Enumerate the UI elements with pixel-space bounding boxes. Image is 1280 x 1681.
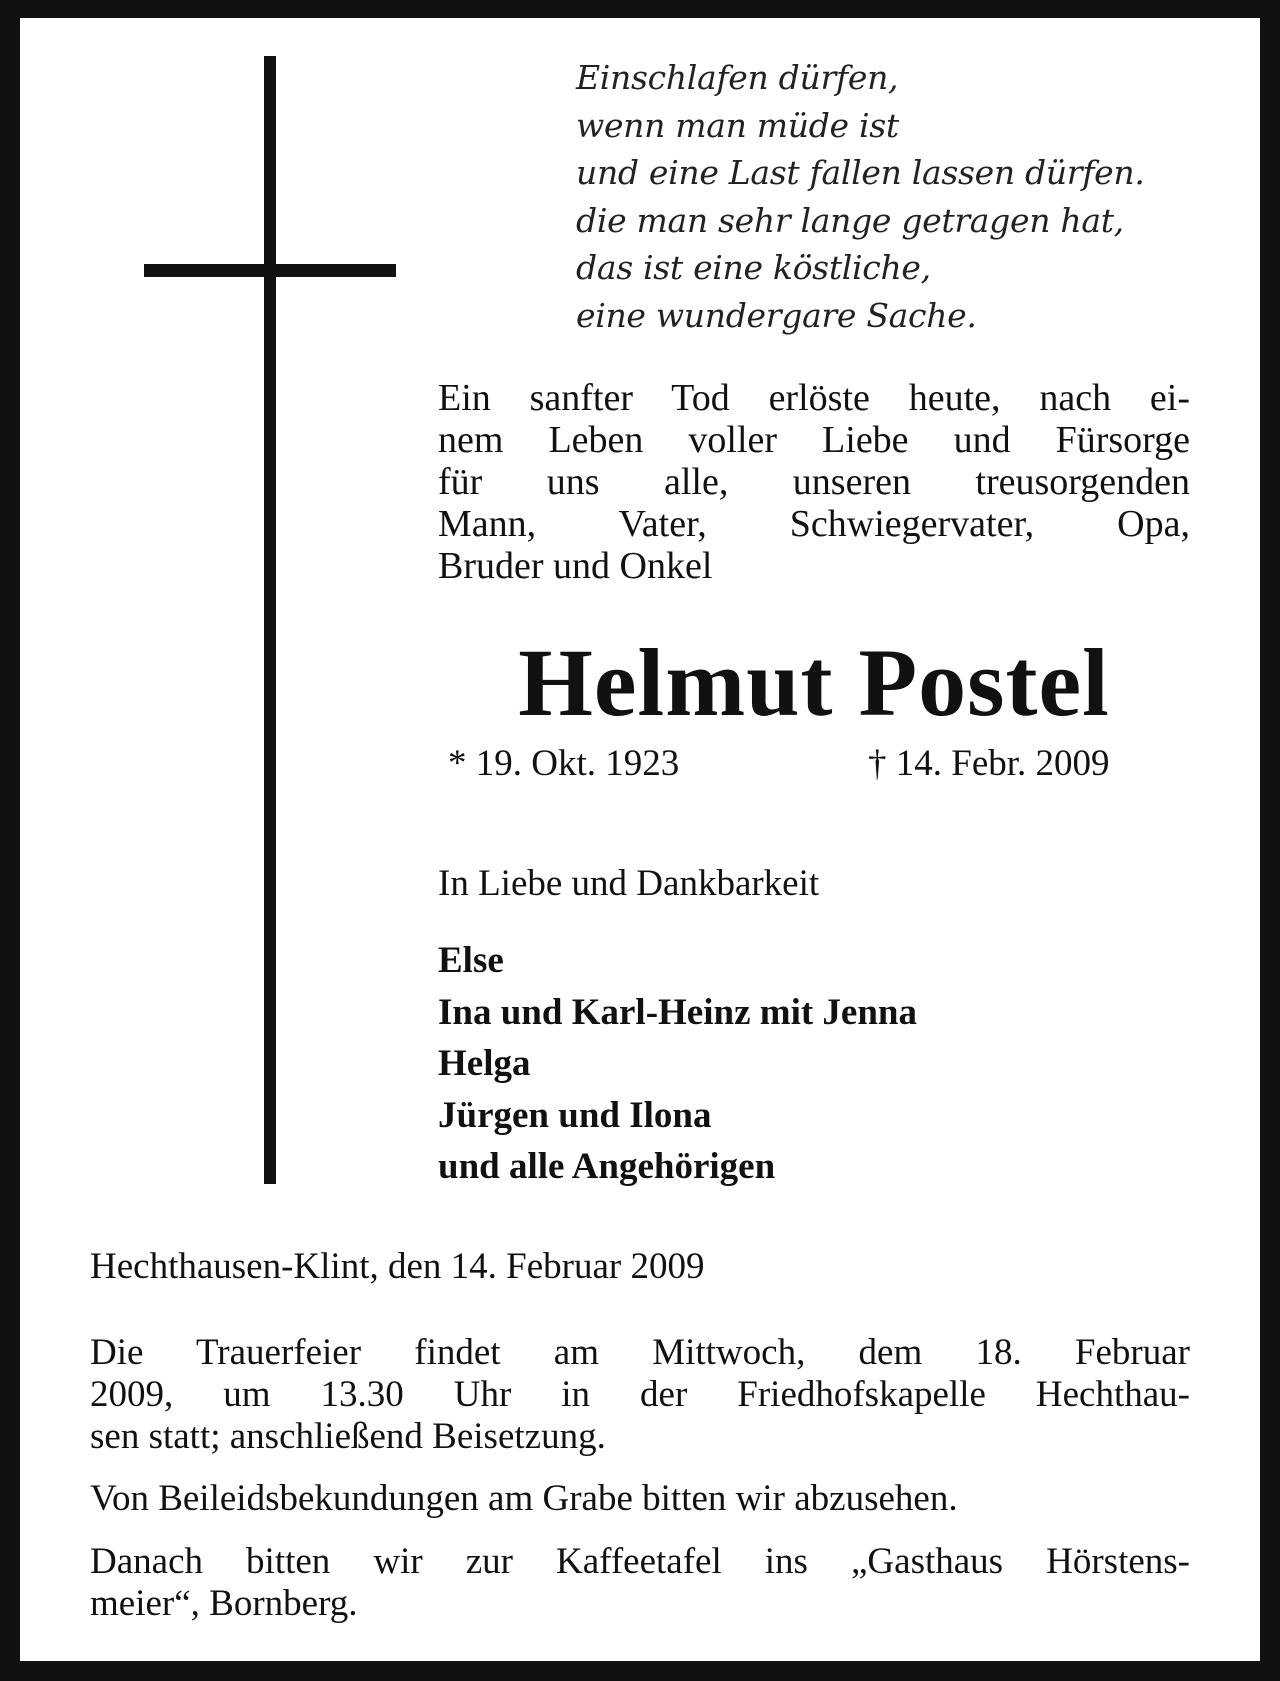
poem-line: die man sehr lange getragen hat,: [576, 200, 1124, 240]
poem-line: wenn man müde ist: [576, 105, 899, 145]
birth-date: * 19. Okt. 1923: [448, 743, 680, 784]
signer: Jürgen und Ilona: [438, 1094, 712, 1136]
signer: und alle Angehörigen: [438, 1146, 776, 1187]
cross-icon-vertical: [264, 56, 276, 1184]
coffee-line: meier“, Bornberg.: [90, 1583, 358, 1624]
funeral-info: [90, 1332, 1190, 1458]
intro-text: [438, 377, 1190, 587]
poem-line: Einschlafen dürfen,: [576, 58, 899, 97]
coffee-note: [90, 1541, 1190, 1625]
intro-line: für uns alle, unseren treusorgenden: [438, 461, 1190, 503]
signer: Helga: [438, 1043, 531, 1084]
funeral-line: Die Trauerfeier findet am Mittwoch, dem 18. Februar: [90, 1332, 1190, 1373]
place-date: Hechthausen-Klint, den 14. Februar 2009: [90, 1246, 705, 1287]
coffee-line: Danach bitten wir zur Kaffeetafel ins „Gasthaus Hörstens-: [90, 1541, 1190, 1582]
thanks-line: In Liebe und Dankbarkeit: [438, 863, 820, 904]
poem-line: eine wundergare Sache.: [576, 295, 977, 335]
signer: Ina und Karl-Heinz mit Jenna: [438, 991, 917, 1033]
death-date: † 14. Febr. 2009: [868, 743, 1110, 784]
intro-line: Mann, Vater, Schwiegervater, Opa,: [438, 503, 1190, 545]
deceased-name: Helmut Postel: [518, 629, 1110, 736]
funeral-line: 2009, um 13.30 Uhr in der Friedhofskapelle Hechthau-: [90, 1374, 1190, 1415]
cross-icon-horizontal: [144, 264, 396, 277]
signer: Else: [438, 940, 504, 981]
intro-line: nem Leben voller Liebe und Fürsorge: [438, 419, 1190, 461]
intro-line: Bruder und Onkel: [438, 545, 713, 587]
poem-line: und eine Last fallen lassen dürfen.: [576, 153, 1145, 192]
intro-line: Ein sanfter Tod erlöste heute, nach ei-: [438, 377, 1190, 419]
condolences-line: Von Beileidsbekundungen am Grabe bitten wir abzusehen.: [90, 1478, 958, 1519]
poem-line: das ist eine köstliche,: [576, 248, 931, 287]
signers-list: [438, 935, 917, 1193]
condolences-note: [90, 1478, 1190, 1520]
funeral-line: sen statt; anschließend Beisetzung.: [90, 1416, 606, 1457]
poem: [576, 54, 1176, 339]
